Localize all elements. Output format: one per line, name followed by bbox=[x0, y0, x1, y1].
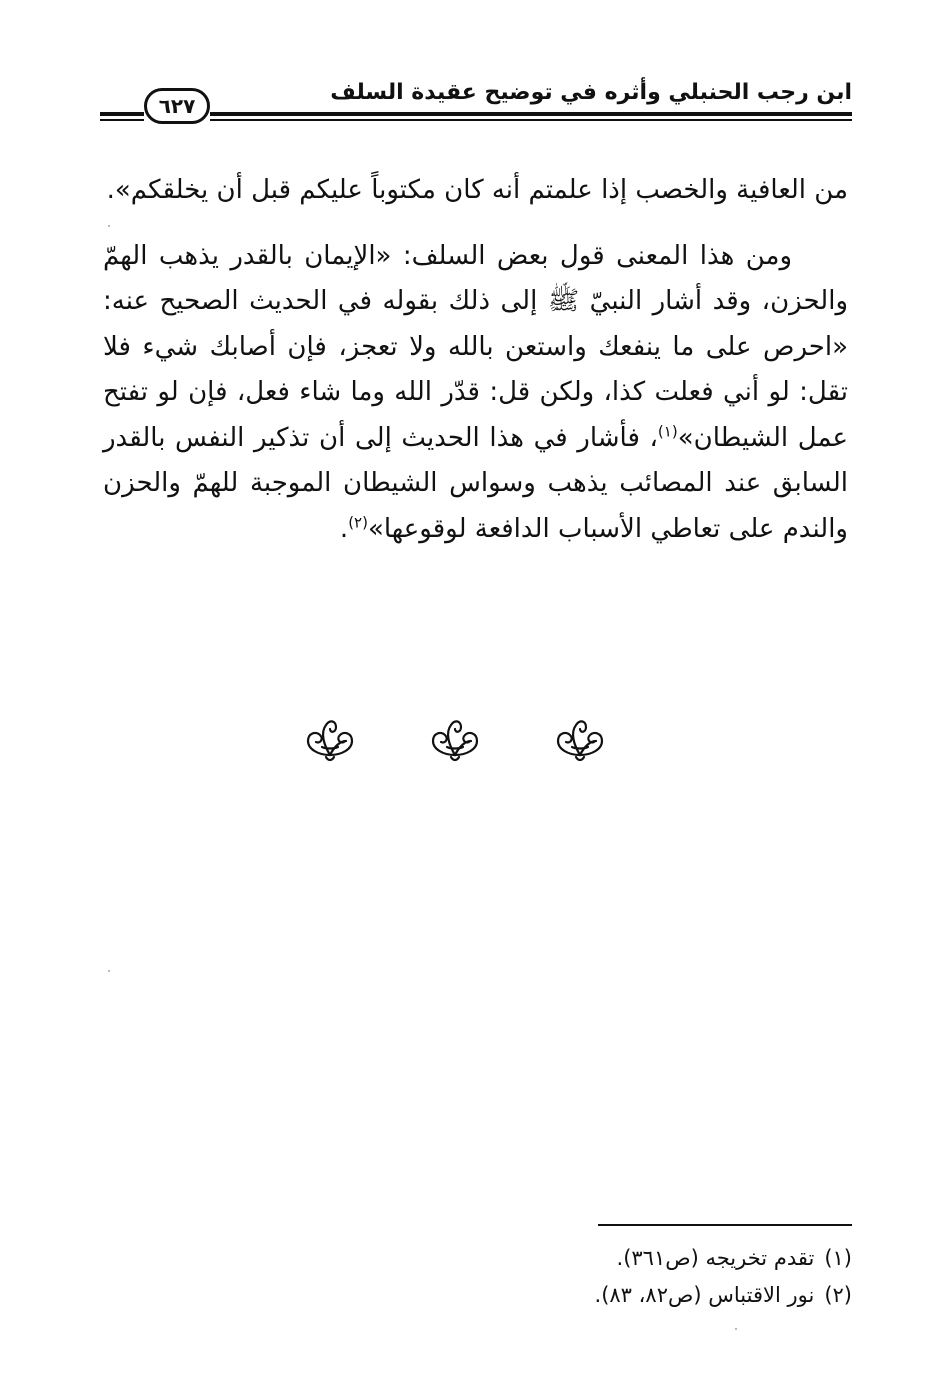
running-title: ابن رجب الحنبلي وأثره في توضيح عقيدة السلف bbox=[330, 80, 852, 105]
header-rule-thin bbox=[210, 119, 852, 121]
footnote-number: (٢) bbox=[824, 1283, 852, 1307]
paragraph-text: من العافية والخصب إذا علمتم أنه كان مكتوباً عليكم قبل أن يخلقكم». bbox=[106, 175, 848, 205]
footnote bbox=[452, 1240, 852, 1277]
paragraph-text: ، فأشار في هذا الحديث إلى أن تذكير النفس بالقدر السابق عند المصائب يذهب وسواس الشيطان الموجبة للهمّ والحزن والندم على تعاطي الأسباب الدافعة لوقوعها» bbox=[103, 422, 848, 544]
header-rule-left-thin bbox=[100, 119, 144, 121]
footnote-separator bbox=[598, 1224, 852, 1226]
header-rule-thick bbox=[210, 112, 852, 116]
page-header bbox=[100, 78, 852, 128]
paragraph bbox=[103, 168, 848, 214]
page-number: ٦٢٧ bbox=[144, 88, 210, 124]
footnote-text: تقدم تخريجه (ص٣٦١). bbox=[616, 1246, 815, 1270]
paragraph bbox=[103, 234, 848, 553]
header-rule-left-thick bbox=[100, 112, 144, 116]
footnote-reference: (١) bbox=[657, 421, 678, 440]
footnote bbox=[452, 1277, 852, 1314]
footnote-reference: (٢) bbox=[348, 512, 368, 531]
floral-ornament-icon bbox=[300, 711, 360, 765]
floral-ornament-icon bbox=[425, 711, 485, 765]
scan-speck bbox=[108, 970, 110, 972]
floral-ornament-icon bbox=[550, 711, 610, 765]
footnote-text: نور الاقتباس (ص٨٢، ٨٣). bbox=[594, 1283, 815, 1307]
scan-speck bbox=[735, 1328, 737, 1330]
paragraph-end: . bbox=[339, 513, 349, 544]
scan-speck bbox=[108, 225, 110, 227]
section-divider-ornaments bbox=[300, 710, 610, 766]
paragraph-text: ومن هذا المعنى قول بعض السلف: «الإيمان بالقدر يذهب الهمّ والحزن، وقد أشار النبيّ ﷺ إلى ذلك بقوله في الحديث الصحيح عنه: «احرص على ما ينفعك واستعن بالله ولا تعجز، فإن أصابك شيء فلا تقل: لو أني فعلت كذا، ولكن قل: قدّر الله وما شاء فعل، فإن لو تفتح عمل الشيطان» bbox=[103, 240, 848, 453]
footnote-number: (١) bbox=[824, 1246, 852, 1270]
main-text bbox=[103, 168, 848, 552]
footnotes bbox=[452, 1240, 852, 1314]
